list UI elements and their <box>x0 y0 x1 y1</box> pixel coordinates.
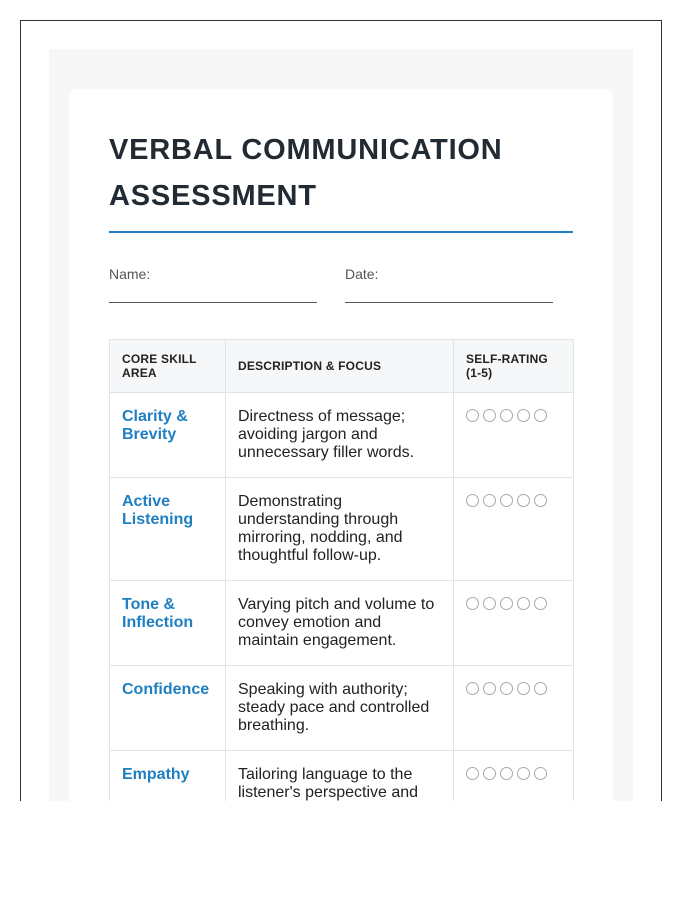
rating-radio-2[interactable] <box>483 494 496 507</box>
skill-description: Varying pitch and volume to convey emotion and maintain engagement. <box>226 581 454 666</box>
rating-radio-4[interactable] <box>517 682 530 695</box>
rating-radio-1[interactable] <box>466 767 479 780</box>
rating-group <box>466 596 561 610</box>
assessment-card <box>69 89 613 801</box>
skill-description: Speaking with authority; steady pace and controlled breathing. <box>226 666 454 751</box>
skills-table <box>109 339 574 801</box>
rating-group <box>466 493 561 507</box>
title-divider <box>109 231 573 233</box>
rating-radio-3[interactable] <box>500 767 513 780</box>
rating-cell <box>454 666 574 751</box>
rating-cell <box>454 393 574 478</box>
rating-radio-3[interactable] <box>500 597 513 610</box>
skill-name: Clarity & Brevity <box>110 393 226 478</box>
name-field[interactable] <box>109 302 317 303</box>
rating-radio-2[interactable] <box>483 597 496 610</box>
skill-description: Tailoring language to the listener's perspective and <box>226 751 454 802</box>
rating-radio-3[interactable] <box>500 682 513 695</box>
table-row <box>110 751 574 802</box>
header-self-rating: SELF-RATING (1-5) <box>454 340 574 393</box>
rating-radio-1[interactable] <box>466 682 479 695</box>
rating-radio-5[interactable] <box>534 682 547 695</box>
header-skill-area: CORE SKILL AREA <box>110 340 226 393</box>
rating-radio-4[interactable] <box>517 767 530 780</box>
rating-radio-1[interactable] <box>466 494 479 507</box>
rating-radio-4[interactable] <box>517 494 530 507</box>
skill-name: Tone & Inflection <box>110 581 226 666</box>
rating-radio-3[interactable] <box>500 494 513 507</box>
table-row <box>110 478 574 581</box>
rating-radio-4[interactable] <box>517 597 530 610</box>
page-frame <box>20 20 662 801</box>
rating-cell <box>454 581 574 666</box>
rating-radio-2[interactable] <box>483 767 496 780</box>
table-row <box>110 393 574 478</box>
rating-radio-3[interactable] <box>500 409 513 422</box>
skill-name: Active Listening <box>110 478 226 581</box>
rating-radio-1[interactable] <box>466 597 479 610</box>
rating-group <box>466 766 561 780</box>
rating-radio-4[interactable] <box>517 409 530 422</box>
rating-radio-5[interactable] <box>534 767 547 780</box>
table-header-row <box>110 340 574 393</box>
skill-description: Directness of message; avoiding jargon and unnecessary filler words. <box>226 393 454 478</box>
rating-cell <box>454 478 574 581</box>
rating-radio-5[interactable] <box>534 409 547 422</box>
skill-name: Empathy <box>110 751 226 802</box>
rating-cell <box>454 751 574 802</box>
date-field[interactable] <box>345 302 553 303</box>
rating-group <box>466 681 561 695</box>
page-title: VERBAL COMMUNICATION ASSESSMENT <box>109 134 503 212</box>
rating-radio-5[interactable] <box>534 597 547 610</box>
skill-description: Demonstrating understanding through mirroring, nodding, and thoughtful follow-up. <box>226 478 454 581</box>
skill-name: Confidence <box>110 666 226 751</box>
date-label: Date: <box>345 266 379 282</box>
rating-group <box>466 408 561 422</box>
rating-radio-1[interactable] <box>466 409 479 422</box>
name-label: Name: <box>109 266 151 282</box>
rating-radio-2[interactable] <box>483 409 496 422</box>
rating-radio-5[interactable] <box>534 494 547 507</box>
rating-radio-2[interactable] <box>483 682 496 695</box>
header-description: DESCRIPTION & FOCUS <box>226 340 454 393</box>
table-row <box>110 581 574 666</box>
table-row <box>110 666 574 751</box>
